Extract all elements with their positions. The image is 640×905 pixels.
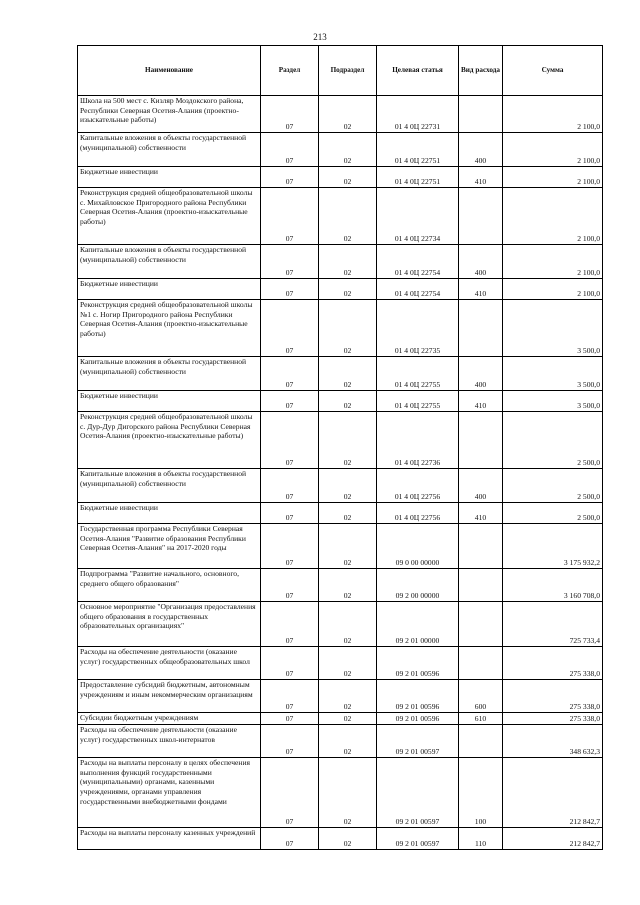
cell-target: 09 2 01 00596: [377, 713, 459, 725]
cell-expense-type: 410: [459, 279, 503, 300]
table-row: [78, 133, 603, 167]
cell-amount: 275 338,0: [503, 647, 603, 680]
cell-expense-type: 410: [459, 503, 503, 524]
cell-expense-type: 100: [459, 758, 503, 828]
column-header-expense-type: Вид расхода: [459, 46, 503, 96]
cell-section: 07: [261, 647, 319, 680]
cell-expense-type: [459, 96, 503, 133]
cell-subsection: 02: [319, 412, 377, 469]
cell-name: Капитальные вложения в объекты государственной (муниципальной) собственности: [78, 133, 261, 167]
cell-name: Капитальные вложения в объекты государственной (муниципальной) собственности: [78, 357, 261, 391]
cell-name: Бюджетные инвестиции: [78, 503, 261, 524]
cell-name: Предоставление субсидий бюджетным, автономным учреждениям и иным некоммерческим организациям: [78, 680, 261, 713]
cell-target: 09 2 01 00597: [377, 725, 459, 758]
cell-amount: 2 100,0: [503, 167, 603, 188]
table-row: [78, 647, 603, 680]
cell-amount: 2 100,0: [503, 245, 603, 279]
cell-section: 07: [261, 713, 319, 725]
cell-target: 09 2 00 00000: [377, 569, 459, 602]
table-row: [78, 167, 603, 188]
cell-name: Основное мероприятие "Организация предоставления общего образования в государственных образовательных организациях": [78, 602, 261, 647]
table-row: [78, 245, 603, 279]
cell-amount: 275 338,0: [503, 680, 603, 713]
cell-expense-type: 600: [459, 680, 503, 713]
cell-subsection: 02: [319, 828, 377, 850]
cell-name: Государственная программа Республики Северная Осетия-Алания "Развитие образования Республики Северная Осетия-Алания" на 2017-2020 годы: [78, 524, 261, 569]
table-row: [78, 503, 603, 524]
cell-section: 07: [261, 167, 319, 188]
cell-amount: 3 175 932,2: [503, 524, 603, 569]
cell-subsection: 02: [319, 647, 377, 680]
cell-section: 07: [261, 412, 319, 469]
column-header-subsection: Подраздел: [319, 46, 377, 96]
cell-subsection: 02: [319, 725, 377, 758]
cell-expense-type: 400: [459, 133, 503, 167]
table-row: [78, 680, 603, 713]
cell-name: Капитальные вложения в объекты государственной (муниципальной) собственности: [78, 469, 261, 503]
cell-target: 01 4 0Ц 22756: [377, 469, 459, 503]
cell-amount: 3 160 708,0: [503, 569, 603, 602]
table-row: [78, 713, 603, 725]
table-row: [78, 524, 603, 569]
cell-amount: 212 842,7: [503, 758, 603, 828]
cell-section: 07: [261, 279, 319, 300]
cell-target: 01 4 0Ц 22751: [377, 133, 459, 167]
cell-amount: 3 500,0: [503, 300, 603, 357]
cell-amount: 2 100,0: [503, 133, 603, 167]
cell-subsection: 02: [319, 602, 377, 647]
cell-section: 07: [261, 96, 319, 133]
cell-target: 01 4 0Ц 22754: [377, 245, 459, 279]
cell-section: 07: [261, 300, 319, 357]
table-row: [78, 412, 603, 469]
cell-target: 09 2 01 00597: [377, 758, 459, 828]
table-row: [78, 357, 603, 391]
cell-subsection: 02: [319, 167, 377, 188]
cell-amount: 348 632,3: [503, 725, 603, 758]
cell-name: Реконструкция средней общеобразовательной школы с. Дур-Дур Дигорского района Республики Северная Осетия-Алания (проектно-изыскательные работы): [78, 412, 261, 469]
column-header-name: Наименование: [78, 46, 261, 96]
cell-expense-type: [459, 602, 503, 647]
cell-target: 09 2 01 00000: [377, 602, 459, 647]
cell-subsection: 02: [319, 279, 377, 300]
cell-expense-type: 400: [459, 245, 503, 279]
cell-subsection: 02: [319, 713, 377, 725]
cell-target: 01 4 0Ц 22751: [377, 167, 459, 188]
cell-expense-type: 610: [459, 713, 503, 725]
cell-amount: 2 100,0: [503, 188, 603, 245]
cell-target: 01 4 0Ц 22756: [377, 503, 459, 524]
cell-subsection: 02: [319, 469, 377, 503]
cell-expense-type: [459, 412, 503, 469]
cell-amount: 725 733,4: [503, 602, 603, 647]
cell-section: 07: [261, 725, 319, 758]
cell-expense-type: [459, 524, 503, 569]
column-header-target: Целевая статья: [377, 46, 459, 96]
table-row: [78, 188, 603, 245]
cell-target: 09 0 00 00000: [377, 524, 459, 569]
cell-section: 07: [261, 569, 319, 602]
cell-amount: 275 338,0: [503, 713, 603, 725]
table-row: [78, 391, 603, 412]
cell-name: Школа на 500 мест с. Кизляр Моздокского района, Республики Северная Осетия-Алания (проектно-изыскательные работы): [78, 96, 261, 133]
cell-expense-type: [459, 188, 503, 245]
cell-expense-type: [459, 725, 503, 758]
cell-section: 07: [261, 391, 319, 412]
cell-target: 09 2 01 00597: [377, 828, 459, 850]
cell-target: 01 4 0Ц 22736: [377, 412, 459, 469]
cell-target: 01 4 0Ц 22754: [377, 279, 459, 300]
cell-section: 07: [261, 503, 319, 524]
cell-amount: 2 500,0: [503, 503, 603, 524]
cell-subsection: 02: [319, 758, 377, 828]
table-row: [78, 828, 603, 850]
table-row: [78, 569, 603, 602]
cell-target: 01 4 0Ц 22734: [377, 188, 459, 245]
cell-target: 09 2 01 00596: [377, 680, 459, 713]
table-header-row: [78, 46, 603, 96]
cell-subsection: 02: [319, 503, 377, 524]
cell-subsection: 02: [319, 96, 377, 133]
table-row: [78, 279, 603, 300]
cell-subsection: 02: [319, 680, 377, 713]
column-header-amount: Сумма: [503, 46, 603, 96]
cell-expense-type: 410: [459, 391, 503, 412]
cell-name: Подпрограмма "Развитие начального, основного, среднего общего образования": [78, 569, 261, 602]
cell-expense-type: 110: [459, 828, 503, 850]
cell-target: 01 4 0Ц 22731: [377, 96, 459, 133]
cell-section: 07: [261, 758, 319, 828]
cell-expense-type: [459, 300, 503, 357]
cell-expense-type: 400: [459, 357, 503, 391]
cell-section: 07: [261, 680, 319, 713]
cell-subsection: 02: [319, 245, 377, 279]
cell-amount: 3 500,0: [503, 391, 603, 412]
cell-section: 07: [261, 357, 319, 391]
cell-name: Расходы на обеспечение деятельности (оказание услуг) государственных школ-интернатов: [78, 725, 261, 758]
cell-expense-type: 400: [459, 469, 503, 503]
cell-amount: 2 500,0: [503, 412, 603, 469]
cell-name: Бюджетные инвестиции: [78, 279, 261, 300]
cell-amount: 2 100,0: [503, 96, 603, 133]
cell-name: Бюджетные инвестиции: [78, 167, 261, 188]
cell-expense-type: [459, 647, 503, 680]
page-number: 213: [313, 32, 327, 42]
cell-subsection: 02: [319, 357, 377, 391]
cell-section: 07: [261, 133, 319, 167]
cell-amount: 3 500,0: [503, 357, 603, 391]
table-row: [78, 725, 603, 758]
cell-expense-type: 410: [459, 167, 503, 188]
cell-name: Расходы на выплаты персоналу в целях обеспечения выполнения функций государственными (муниципальными) органами, казенными учреждениями, органами управления государственными внебюджетными фондами: [78, 758, 261, 828]
cell-section: 07: [261, 245, 319, 279]
cell-section: 07: [261, 524, 319, 569]
cell-section: 07: [261, 188, 319, 245]
cell-subsection: 02: [319, 133, 377, 167]
table-row: [78, 602, 603, 647]
cell-name: Расходы на выплаты персоналу казенных учреждений: [78, 828, 261, 850]
table-row: [78, 96, 603, 133]
cell-name: Реконструкция средней общеобразовательной школы с. Михайловское Пригородного района Республики Северная Осетия-Алания (проектно-изыскательные работы): [78, 188, 261, 245]
cell-name: Реконструкция средней общеобразовательной школы №1 с. Ногир Пригородного района Республики Северная Осетия-Алания (проектно-изыскательные работы): [78, 300, 261, 357]
budget-table: [77, 45, 603, 850]
cell-amount: 2 100,0: [503, 279, 603, 300]
cell-subsection: 02: [319, 391, 377, 412]
table-row: [78, 300, 603, 357]
cell-amount: 212 842,7: [503, 828, 603, 850]
cell-section: 07: [261, 469, 319, 503]
cell-section: 07: [261, 602, 319, 647]
cell-name: Субсидии бюджетным учреждениям: [78, 713, 261, 725]
table-row: [78, 469, 603, 503]
cell-subsection: 02: [319, 300, 377, 357]
cell-section: 07: [261, 828, 319, 850]
cell-expense-type: [459, 569, 503, 602]
table-row: [78, 758, 603, 828]
cell-name: Расходы на обеспечение деятельности (оказание услуг) государственных общеобразовательных школ: [78, 647, 261, 680]
cell-target: 01 4 0Ц 22735: [377, 300, 459, 357]
cell-subsection: 02: [319, 188, 377, 245]
cell-name: Бюджетные инвестиции: [78, 391, 261, 412]
cell-subsection: 02: [319, 569, 377, 602]
cell-target: 01 4 0Ц 22755: [377, 391, 459, 412]
cell-amount: 2 500,0: [503, 469, 603, 503]
cell-subsection: 02: [319, 524, 377, 569]
cell-name: Капитальные вложения в объекты государственной (муниципальной) собственности: [78, 245, 261, 279]
cell-target: 09 2 01 00596: [377, 647, 459, 680]
cell-target: 01 4 0Ц 22755: [377, 357, 459, 391]
column-header-section: Раздел: [261, 46, 319, 96]
